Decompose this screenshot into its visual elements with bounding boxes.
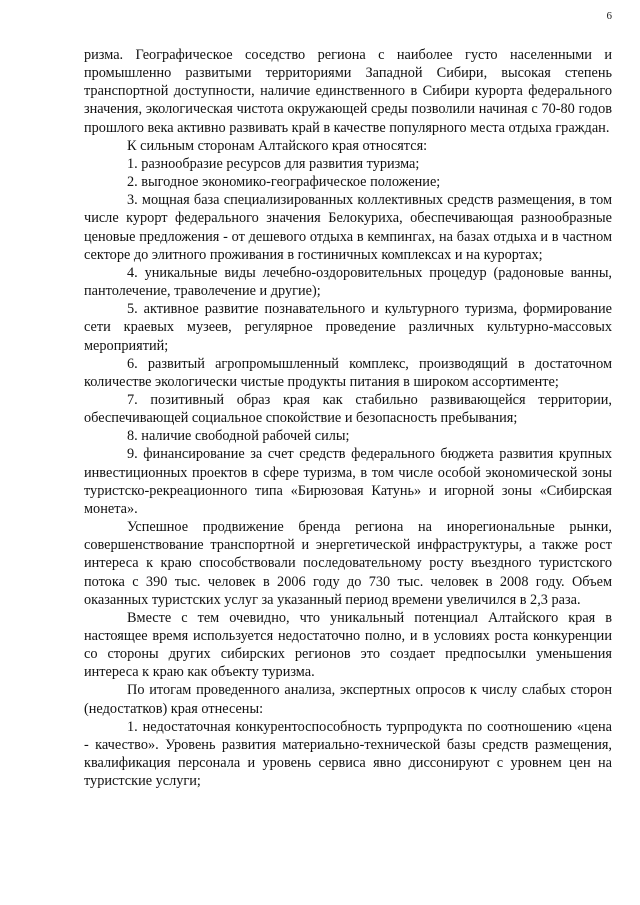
paragraph: Вместе с тем очевидно, что уникальный потенциал Алтайского края в настоящее время используется недостаточно полно, и в условиях роста конкуренции со стороны других сибирских регионов это создает предпосылки уменьшения интереса к краю как объекту туризма. [84, 609, 612, 681]
paragraph: По итогам проведенного анализа, экспертных опросов к числу слабых сторон (недостатков) края отнесены: [84, 682, 612, 717]
paragraph: 8. наличие свободной рабочей силы; [127, 428, 350, 445]
document-body [84, 46, 612, 790]
paragraph: 1. разнообразие ресурсов для развития туризма; [127, 155, 420, 172]
paragraph: 9. финансирование за счет средств федерального бюджета развития крупных инвестиционных проектов в сфере туризма, в том числе особой экономической зоны туристско-рекреационного типа «Бирюзовая Катунь» и игорной зоны «Сибирская монета». [84, 446, 612, 517]
paragraph: ризма. Географическое соседство региона с наиболее густо населенными и промышленно развитыми территориями Западной Сибири, высокая степень транспортной доступности, наличие единственного в Сибири курорта федерального значения, экологическая чистота окружающей среды позволили начиная с 70-80 годов прошлого века активно развивать край в качестве популярного места отдыха граждан. [84, 47, 612, 136]
page-number: 6 [606, 10, 612, 22]
paragraph: 5. активное развитие познавательного и культурного туризма, формирование сети краевых музеев, регулярное проведение различных культурно-массовых мероприятий; [84, 301, 612, 354]
paragraph: 3. мощная база специализированных коллективных средств размещения, в том числе курорт федерального значения Белокуриха, обеспечивающая разнообразные ценовые предложения - от дешевого отдыха в кемпингах, на базах отдыха и в частном секторе до элитного проживания в гостиничных комплексах и на курортах; [84, 192, 612, 263]
paragraph: 4. уникальные виды лечебно-оздоровительных процедур (радоновые ванны, пантолечение, траволечение и другие); [84, 264, 612, 300]
paragraph: 6. развитый агропромышленный комплекс, производящий в достаточном количестве экологически чистые продукты питания в широком ассортименте; [84, 355, 612, 390]
paragraph: К сильным сторонам Алтайского края относятся: [127, 137, 428, 154]
paragraph: 1. недостаточная конкурентоспособность турпродукта по соотношению «цена - качество». Уровень развития материально-технической базы средств размещения, квалификация персонала и уровень сервиса явно диссонируют с уровнем цен на туристские услуги; [84, 718, 612, 790]
paragraph: 2. выгодное экономико-географическое положение; [127, 174, 441, 191]
paragraph: Успешное продвижение бренда региона на инорегиональные рынки, совершенствование транспортной и энергетической инфраструктуры, а также рост интереса к краю способствовали последовательному росту въездного туристского потока с 390 тыс. человек в 2006 году до 730 тыс. человек в 2008 году. Объем оказанных туристских услуг за указанный период времени увеличился в 2,3 раза. [84, 519, 612, 608]
paragraph: 7. позитивный образ края как стабильно развивающейся территории, обеспечивающей социальное спокойствие и безопасность пребывания; [84, 391, 612, 427]
